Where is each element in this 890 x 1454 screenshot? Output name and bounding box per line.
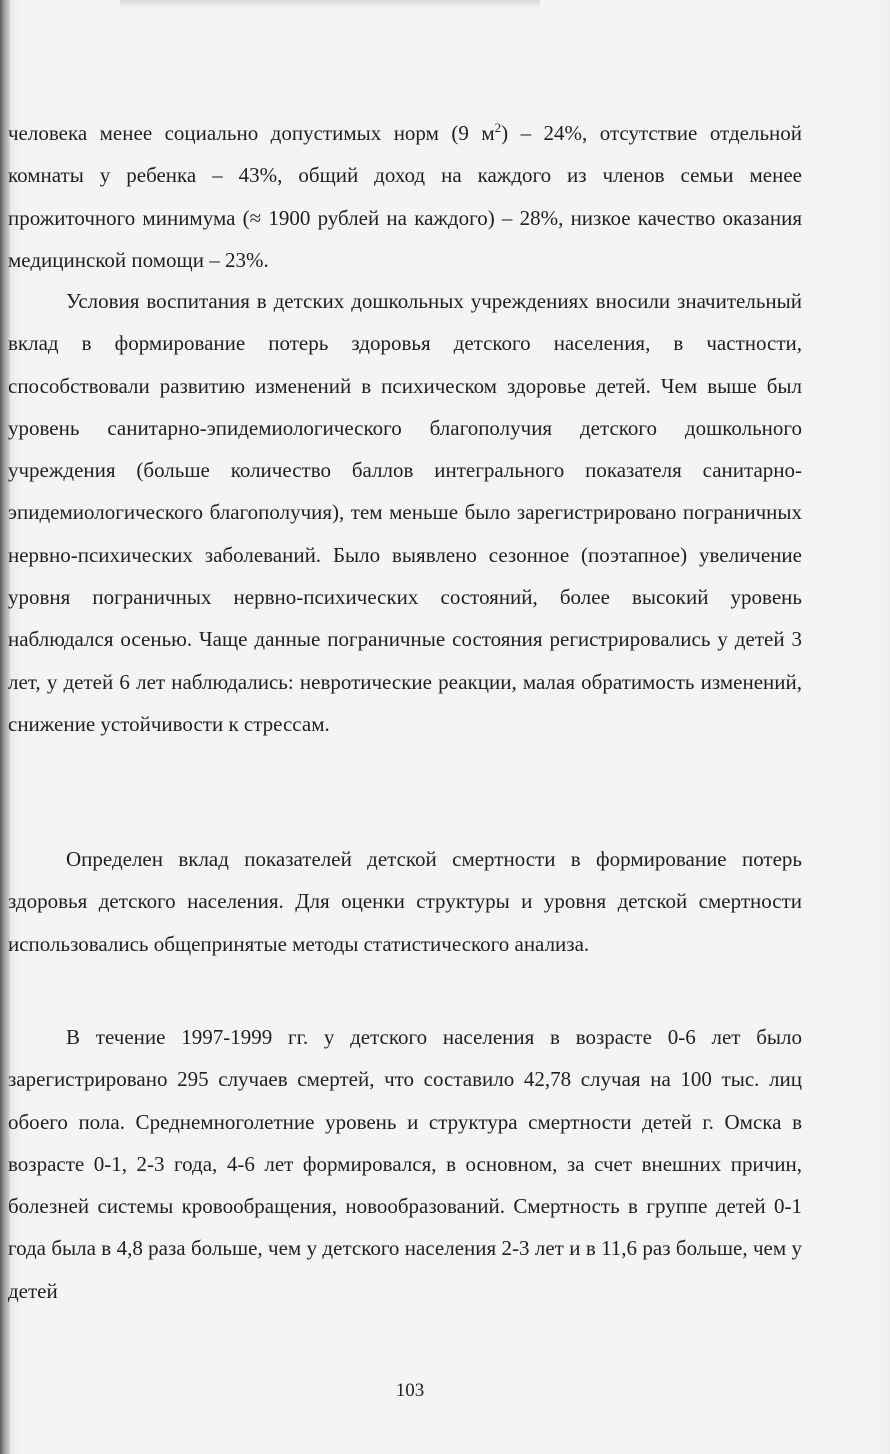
paragraph-3: Определен вклад показателей детской смертности в формирование потерь здоровья детского населения. Для оценки структуры и уровня детской смертности использовались общепринятые методы статистического анализа. bbox=[8, 847, 802, 956]
page-number: 103 bbox=[395, 1380, 425, 1401]
paragraph-2: Условия воспитания в детских дошкольных учреждениях вносили значительный вклад в формирование потерь здоровья детского населения, в частности, способствовали развитию изменений в психическом здоровье детей. Чем выше был уровень санитарно-эпидемиологического благополучия детского дошкольного учреждения (больше количество баллов интегрального показателя санитарно-эпидемиологического благополучия), тем меньше было зарегистрировано пограничных нервно-психических заболеваний. Было выявлено сезонное (поэтапное) увеличение уровня пограничных нервно-психических состояний, более высокий уровень наблюдался осенью. Чаще данные пограничные состояния регистрировались у детей 3 лет, у детей 6 лет наблюдались: невротические реакции, малая обратимость изменений, снижение устойчивости к стрессам. bbox=[8, 289, 802, 736]
paragraph-1-text-a: человека менее социально допустимых норм (9 м bbox=[8, 121, 495, 145]
scan-shadow bbox=[120, 0, 540, 8]
superscript-2: 2 bbox=[494, 120, 502, 135]
paragraph-1-text-b: ) – 24%, отсутствие отдельной комнаты у ребенка – 43%, общий доход на каждого из членов семьи менее прожиточного минимума (≈ 1900 рублей на каждого) – 28%, низкое качество оказания медицинской помощи – 23%. bbox=[8, 121, 802, 272]
paragraph-1 bbox=[8, 112, 802, 281]
paragraph-4: В течение 1997-1999 гг. у детского населения в возрасте 0-6 лет было зарегистрировано 295 случаев смертей, что составило 42,78 случая на 100 тыс. лиц обоего пола. Среднемноголетние уровень и структура смертности детей г. Омска в возрасте 0-1, 2-3 года, 4-6 лет формировался, в основном, за счет внешних причин, болезней системы кровообращения, новообразований. Смертность в группе детей 0-1 года была в 4,8 раза больше, чем у детского населения 2-3 лет и в 11,6 раз больше, чем у детей bbox=[8, 1025, 802, 1303]
